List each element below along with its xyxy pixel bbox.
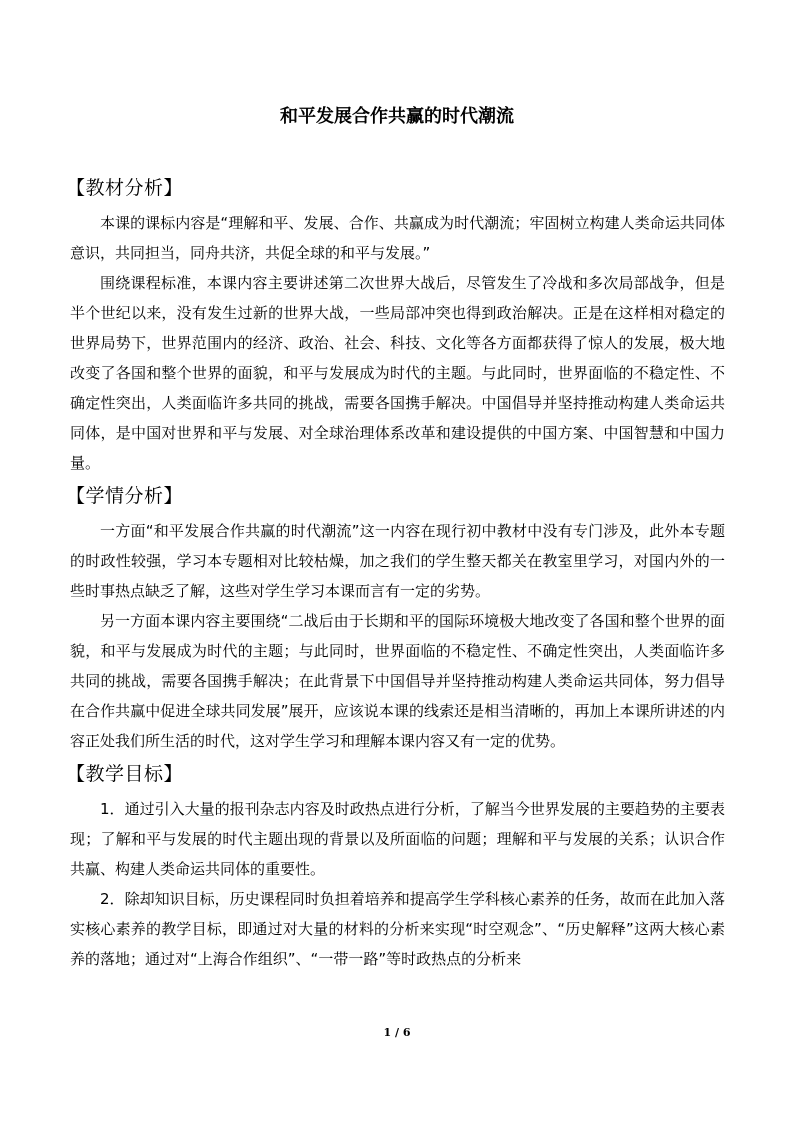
paragraph: 围绕课程标准，本课内容主要讲述第二次世界大战后，尽管发生了冷战和多次局部战争，但是半个世纪以来，没有发生过新的世界大战，一些局部冲突也得到政治解决。正是在这样相对稳定的世界局势下，世界范围内的经济、政治、社会、科技、文化等各方面都获得了惊人的发展，极大地改变了各国和整个世界的面貌，和平与发展成为时代的主题。与此同时，世界面临的不稳定性、不确定性突出，人类面临许多共同的挑战，需要各国携手解决。中国倡导并坚持推动构建人类命运共同体，是中国对世界和平与发展、对全球治理体系改革和建设提供的中国方案、中国智慧和中国力量。 (70, 274, 725, 472)
paragraph: 本课的课标内容是“理解和平、发展、合作、共赢成为时代潮流；牢固树立构建人类命运共同体意识，共同担当，同舟共济，共促全球的和平与发展。” (70, 214, 725, 262)
section-heading: 【学情分析】 (66, 485, 184, 507)
paragraph: 一方面“和平发展合作共赢的时代潮流”这一内容在现行初中教材中没有专门涉及，此外本专题的时政性较强，学习本专题相对比较枯燥，加之我们的学生整天都关在教室里学习，对国内外的一些时事热点缺乏了解，这些对学生学习本课而言有一定的劣势。 (70, 522, 725, 600)
document-body (66, 172, 725, 974)
section-student-analysis (66, 480, 725, 756)
section-heading: 【教材分析】 (66, 177, 184, 199)
section-heading: 【教学目标】 (66, 763, 184, 785)
paragraph: 1．通过引入大量的报刊杂志内容及时政热点进行分析，了解当今世界发展的主要趋势的主要表现；了解和平与发展的时代主题出现的背景以及所面临的问题；理解和平与发展的关系；认识合作共赢、构建人类命运共同体的重要性。 (70, 800, 725, 878)
page-number: 1 / 6 (383, 1026, 411, 1039)
paragraph: 2．除却知识目标，历史课程同时负担着培养和提高学生学科核心素养的任务，故而在此加入落实核心素养的教学目标，即通过对大量的材料的分析来实现“时空观念”、“历史解释”这两大核心素养的落地；通过对“上海合作组织”、“一带一路”等时政热点的分析来 (70, 890, 725, 968)
section-teaching-goals (66, 758, 725, 974)
section-textbook-analysis (66, 172, 725, 478)
paragraph: 另一方面本课内容主要围绕“二战后由于长期和平的国际环境极大地改变了各国和整个世界的面貌，和平与发展成为时代的主题；与此同时，世界面临的不稳定性、不确定性突出，人类面临许多共同的挑战，需要各国携手解决；在此背景下中国倡导并坚持推动构建人类命运共同体，努力倡导在合作共赢中促进全球共同发展”展开，应该说本课的线索还是相当清晰的，再加上本课所讲述的内容正处我们所生活的时代，这对学生学习和理解本课内容又有一定的优势。 (70, 612, 725, 750)
document-title: 和平发展合作共赢的时代潮流 (280, 106, 514, 127)
